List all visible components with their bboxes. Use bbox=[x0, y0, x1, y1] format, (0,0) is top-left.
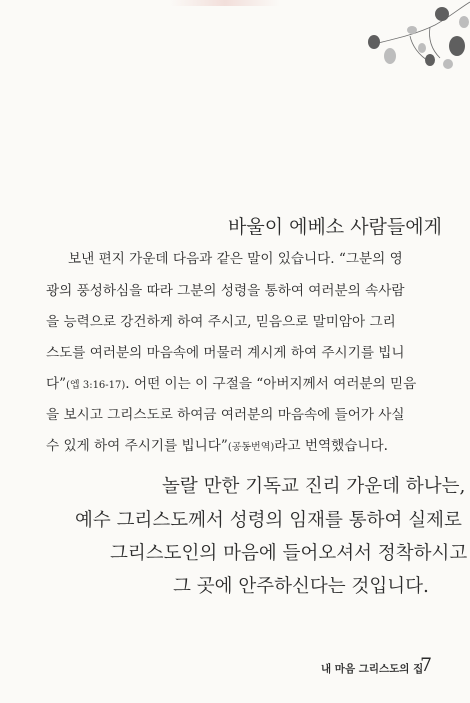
paragraph-line: 을 보시고 그리스도로 하여금 여러분의 마음속에 들어가 사실 bbox=[46, 407, 405, 423]
quote-continuation: . 어떤 이는 이 구절을 “아버지께서 여러분의 믿음 bbox=[125, 376, 417, 392]
paragraph-line bbox=[46, 372, 416, 392]
paragraph-line bbox=[46, 434, 388, 454]
page-number: 7 bbox=[420, 654, 433, 676]
paragraph-line: 스도를 여러분의 마음속에 머물러 계시게 하여 주시기를 빕니 bbox=[46, 345, 405, 361]
translation-reference: (공동번역) bbox=[227, 442, 275, 453]
paragraph-line: 보낸 편지 가운데 다음과 같은 말이 있습니다. “그분의 영 bbox=[68, 251, 403, 267]
paragraph-line: 놀랄 만한 기독교 진리 가운데 하나는, bbox=[162, 476, 466, 497]
scripture-reference: (엡 3:16-17) bbox=[66, 380, 126, 391]
paragraph-line: 그 곳에 안주하신다는 것입니다. bbox=[173, 576, 429, 597]
running-footer-title: 내 마음 그리스도의 집 bbox=[321, 663, 424, 675]
quote-end: 다” bbox=[46, 376, 67, 392]
intro-line: 바울이 에베소 사람들에게 bbox=[228, 216, 442, 238]
paragraph-line: 그리스도인의 마음에 들어오셔서 정착하시고 bbox=[110, 543, 468, 564]
paragraph-line: 광의 풍성하심을 따라 그분의 성령을 통하여 여러분의 속사람 bbox=[46, 283, 405, 299]
paragraph-line: 을 능력으로 강건하게 하여 주시고, 믿음으로 말미암아 그리 bbox=[46, 314, 396, 330]
paragraph-line: 예수 그리스도께서 성령의 임재를 통하여 실제로 bbox=[75, 510, 462, 531]
quote-end: 수 있게 하여 주시기를 빕니다” bbox=[46, 438, 228, 454]
quote-continuation: 라고 번역했습니다. bbox=[274, 438, 388, 454]
